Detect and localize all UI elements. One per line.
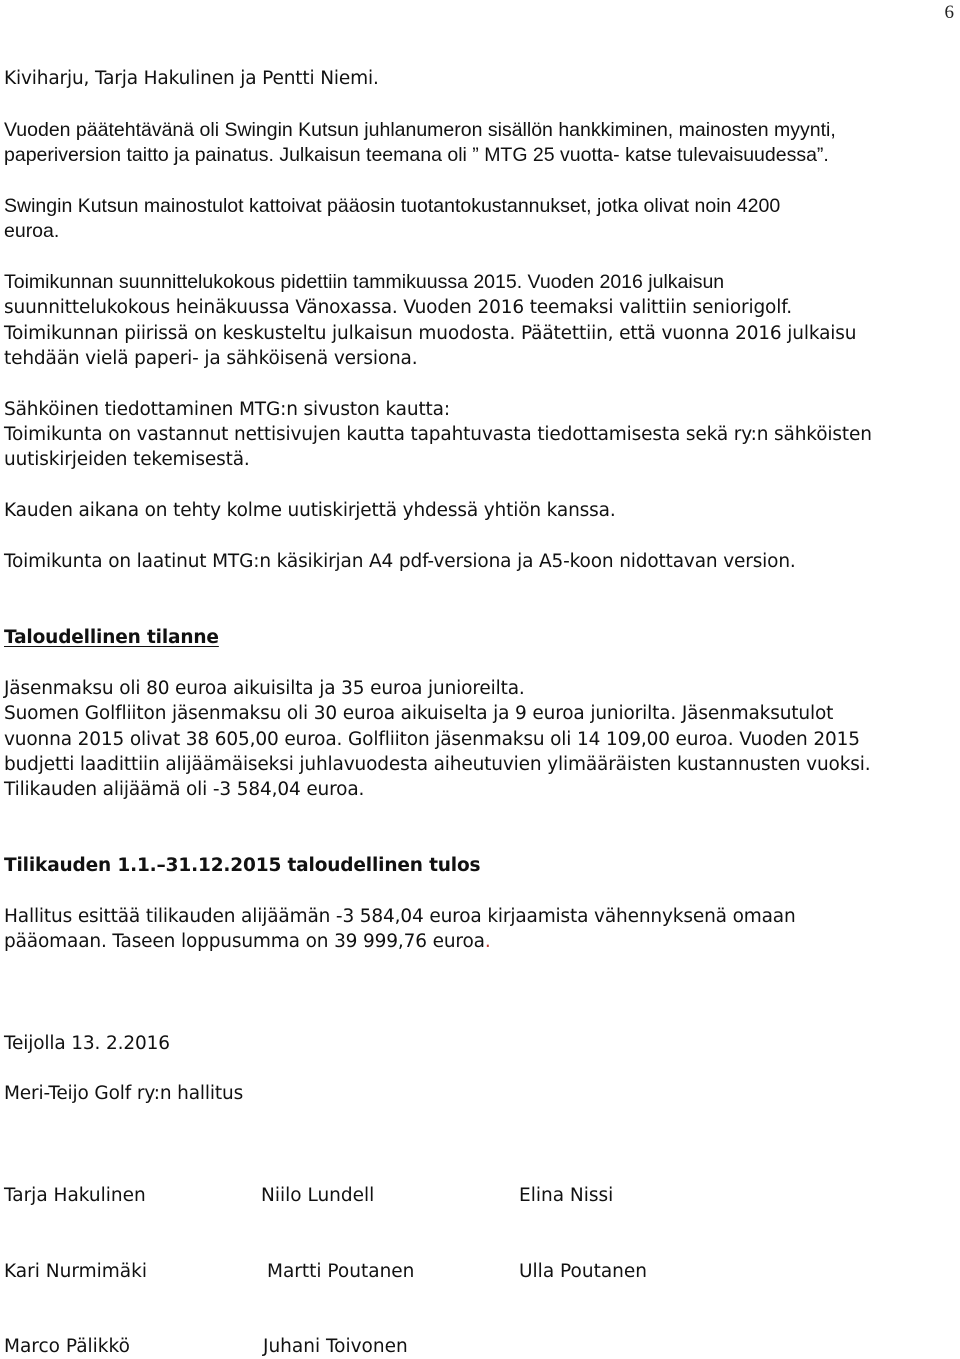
- intro-line: Swingin Kutsun mainostulot kattoivat pääosin tuotantokustannukset, jotka olivat noin 4200: [4, 195, 781, 217]
- intro-line: suunnittelukokous heinäkuussa Vänoxassa. Vuoden 2016 teemaksi valittiin seniorigolf.: [4, 297, 792, 318]
- signature-name: Ulla Poutanen: [519, 1261, 648, 1282]
- signature-name: Elina Nissi: [519, 1185, 614, 1206]
- handbook-line: Toimikunta on laatinut MTG:n käsikirjan A4 pdf-versiona ja A5-koon nidottavan version.: [4, 551, 796, 572]
- result-line-period: .: [484, 931, 491, 952]
- place-date: Teijolla 13. 2.2016: [4, 1033, 170, 1054]
- signature-name: Marco Pälikkö: [4, 1336, 130, 1357]
- result-line: [4, 929, 491, 954]
- result-line: Hallitus esittää tilikauden alijäämän -3 584,04 euroa kirjaamista vähennyksenä omaan: [4, 906, 796, 927]
- intro-line: Toimikunnan piirissä on keskusteltu julkaisun muodosta. Päätettiin, että vuonna 2016 julkaisu: [4, 323, 857, 344]
- intro-line: Toimikunnan suunnittelukokous pidettiin tammikuussa 2015. Vuoden 2016 julkaisun: [4, 271, 725, 293]
- signature-name: Niilo Lundell: [261, 1185, 375, 1206]
- finance-line: vuonna 2015 olivat 38 605,00 euroa. Golfliiton jäsenmaksu oli 14 109,00 euroa. Vuoden 2015: [4, 729, 860, 750]
- intro-line: paperiversion taitto ja painatus. Julkaisun teemana oli ” MTG 25 vuotta- katse tulevaisuudessa”.: [4, 144, 829, 166]
- result-heading: Tilikauden 1.1.–31.12.2015 taloudellinen tulos: [4, 855, 481, 876]
- organization-name: Meri-Teijo Golf ry:n hallitus: [4, 1083, 244, 1104]
- finance-line: budjetti laadittiin alijäämäiseksi juhlavuodesta aiheutuvien ylimääräisten kustannusten vuoksi.: [4, 754, 871, 775]
- finance-line: Suomen Golfliiton jäsenmaksu oli 30 euroa aikuiselta ja 9 euroa juniorilta. Jäsenmaksutulot: [4, 703, 834, 724]
- intro-line: tehdään vielä paperi- ja sähköisenä versiona.: [4, 348, 418, 369]
- newsletter-line: Kauden aikana on tehty kolme uutiskirjettä yhdessä yhtiön kanssa.: [4, 500, 616, 521]
- intro-line: Vuoden päätehtävänä oli Swingin Kutsun juhlanumeron sisällön hankkiminen, mainosten myynti,: [4, 119, 836, 141]
- finance-line: Jäsenmaksu oli 80 euroa aikuisilta ja 35 euroa junioreilta.: [4, 678, 525, 699]
- electronic-heading: Sähköinen tiedottaminen MTG:n sivuston kautta:: [4, 399, 450, 420]
- intro-line: euroa.: [4, 220, 60, 242]
- intro-names-line: Kiviharju, Tarja Hakulinen ja Pentti Niemi.: [4, 68, 379, 89]
- electronic-line: Toimikunta on vastannut nettisivujen kautta tapahtuvasta tiedottamisesta sekä ry:n sähköisten: [4, 424, 872, 445]
- signature-name: Martti Poutanen: [267, 1261, 415, 1282]
- finance-heading: Taloudellinen tilanne: [4, 627, 219, 648]
- signature-name: Juhani Toivonen: [263, 1336, 408, 1357]
- page-number: 6: [944, 2, 954, 23]
- signature-name: Tarja Hakulinen: [4, 1185, 146, 1206]
- electronic-line: uutiskirjeiden tekemisestä.: [4, 449, 250, 470]
- result-line-text: pääomaan. Taseen loppusumma on 39 999,76 euroa: [4, 931, 485, 952]
- signature-name: Kari Nurmimäki: [4, 1261, 147, 1282]
- finance-line: Tilikauden alijäämä oli -3 584,04 euroa.: [4, 779, 365, 800]
